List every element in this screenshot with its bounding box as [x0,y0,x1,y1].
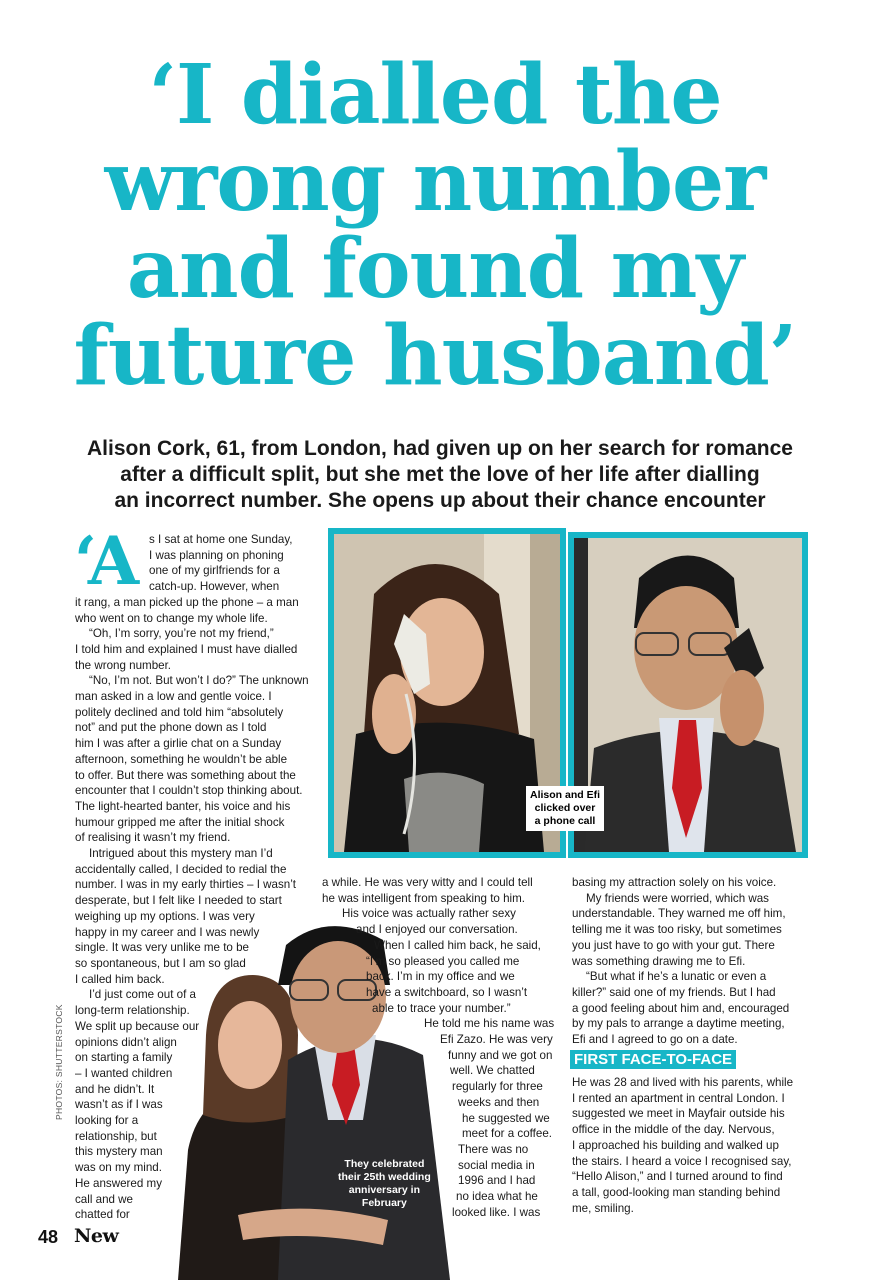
text-line: social media in [458,1158,535,1172]
text-line: He answered my [75,1176,162,1190]
text-line: looking for a [75,1114,139,1128]
text-line: understandable. They warned me off him, [572,907,786,921]
text-line: no idea what he [456,1190,538,1204]
text-line: telling me it was too risky, but sometimes [572,923,782,937]
text-line: it rang, a man picked up the phone – a man [75,595,299,609]
headline-line: ‘I dialled the [148,47,722,143]
text-line: call and we [75,1192,134,1206]
text-line: to offer. But there was something about the [75,768,296,782]
text-line: catch-up. However, when [149,580,280,594]
text-line: “Oh, I’m sorry, you’re not my friend,” [89,627,274,641]
article-column-1 [75,532,315,1223]
text-line: he was intelligent from speaking to him. [322,891,525,905]
caption-line: their 25th wedding [338,1171,431,1183]
text-line: humour gripped me after the initial shock [75,815,285,829]
magazine-logo: New [74,1225,119,1247]
photo-efi [574,538,802,852]
text-line: the stairs. I heard a voice I recognised say, [572,1154,792,1168]
text-line: Intrigued about this mystery man I’d [89,847,273,861]
text-line: encounter that I couldn’t stop thinking about. [75,784,303,798]
text-line: 1996 and I had [458,1174,536,1188]
text-line: so spontaneous, but I am so glad [75,956,246,970]
text-line: suggested we meet in Mayfair outside his [572,1107,785,1121]
text-line: happy in my career and I was newly [75,925,260,939]
headline [0,47,870,404]
headline-line: future husband’ [73,308,797,404]
text-line: well. We chatted [450,1064,535,1078]
text-line: one of my girlfriends for a [149,564,280,578]
article-column-3-upper [572,875,812,1048]
text-line: We split up because our [75,1019,200,1033]
text-line: I told him and explained I must have dialled [75,642,298,656]
text-line: back. I’m in my office and we [366,970,515,984]
text-line: I approached his building and walked up [572,1138,779,1152]
text-line: meet for a coffee. [462,1127,553,1141]
caption-line: February [361,1197,407,1209]
text-line: on starting a family [75,1051,173,1065]
standfirst-line: after a difficult split, but she met the love of her life after dialling [120,463,760,486]
text-line: he suggested we [462,1111,550,1125]
text-line: me, smiling. [572,1201,634,1215]
caption-line: anniversary in [348,1184,420,1196]
text-line: Efi and I agreed to go on a date. [572,1033,738,1047]
text-line: you just have to go with your gut. There [572,938,775,952]
text-line: When I called him back, he said, [374,938,541,952]
text-line: The light-hearted banter, his voice and his [75,799,291,813]
text-line: able to trace your number.” [372,1001,511,1015]
text-line: by my pals to arrange a daytime meeting, [572,1017,785,1031]
text-line: not” and put the phone down as I told [75,721,267,735]
text-line: number. I was in my early thirties – I wasn’t [75,878,297,892]
subheading: FIRST FACE-TO-FACE [570,1050,736,1069]
text-line: I rented an apartment in central London. I [572,1091,785,1105]
text-line: s I sat at home one Sunday, [149,533,293,546]
text-line: – I wanted children [75,1066,173,1080]
text-line: His voice was actually rather sexy [342,907,516,921]
article-column-2 [322,875,562,1220]
text-line: wasn’t as if I was [75,1098,163,1112]
standfirst-line: Alison Cork, 61, from London, had given up on her search for romance [87,437,793,460]
photo-efi-image [574,538,802,852]
text-line: He was 28 and lived with his parents, while [572,1076,794,1089]
page-number: 48 [38,1227,59,1247]
caption-line: They celebrated [344,1158,425,1170]
text-line: single. It was very unlike me to be [75,941,249,955]
text-line: opinions didn’t align [75,1035,177,1049]
text-line: the wrong number. [75,658,172,672]
text-line: He told me his name was [424,1017,555,1031]
text-line: weeks and then [458,1095,540,1109]
text-line: a good feeling about him and, encouraged [572,1001,790,1015]
headline-line: and found my [126,221,744,317]
text-line: long-term relationship. [75,1004,190,1018]
text-line: have a switchboard, so I wasn’t [366,985,528,999]
text-line: man asked in a low and gentle voice. I [75,690,272,704]
text-line: There was no [458,1142,529,1156]
text-line: this mystery man [75,1145,163,1159]
text-line: “But what if he’s a lunatic or even a [586,970,767,984]
text-line: a tall, good-looking man standing behind [572,1185,781,1199]
drop-cap: ‘A [74,522,140,600]
text-line: chatted for [75,1208,130,1222]
text-line: politely declined and told him “absolutely [75,705,284,719]
caption-phone [526,786,604,831]
text-line: I’d just come out of a [89,988,196,1002]
standfirst [60,436,820,514]
text-line: who went on to change my whole life. [75,611,268,625]
article-column-3-lower [572,1075,812,1216]
text-line: and he didn’t. It [75,1082,155,1096]
text-line: “Hello Alison,” and I turned around to find [572,1170,783,1184]
text-line: him I was after a girlie chat on a Sunday [75,737,282,751]
text-line: Efi Zazo. He was very [440,1033,553,1047]
text-line: weighing up my options. I was very [75,909,255,923]
text-line: a while. He was very witty and I could tell [322,876,533,889]
text-line: I was planning on phoning [149,548,284,562]
text-line: “No, I’m not. But won’t I do?” The unknown [89,674,309,688]
text-line: and I enjoyed our conversation. [356,923,518,937]
text-line: was something drawing me to Efi. [572,954,746,968]
text-line: regularly for three [452,1080,543,1094]
caption-line: Alison and Efi [530,789,601,801]
text-line: desperate, but I felt like I needed to start [75,894,282,908]
caption-line: clicked over [534,802,596,814]
text-line: I called him back. [75,972,165,986]
caption-line: a phone call [534,815,596,827]
standfirst-line: an incorrect number. She opens up about their chance encounter [114,489,766,512]
text-line: office in the middle of the day. Nervous, [572,1123,775,1137]
headline-line: wrong number [104,134,766,230]
text-line: killer?” said one of my friends. But I had [572,985,776,999]
text-line: of realising it wasn’t my friend. [75,831,231,845]
text-line: basing my attraction solely on his voice. [572,876,777,889]
text-line: was on my mind. [75,1161,162,1175]
text-line: accidentally called, I decided to redial the [75,862,287,876]
text-line: looked like. I was [452,1205,541,1219]
text-line: My friends were worried, which was [586,891,769,905]
text-line: relationship, but [75,1129,157,1143]
text-line: afternoon, something he wouldn’t be able [75,752,288,766]
text-line: “I’m so pleased you called me [366,954,520,968]
text-line: funny and we got on [448,1048,553,1062]
photo-credit: PHOTOS: SHUTTERSTOCK [54,1004,64,1120]
